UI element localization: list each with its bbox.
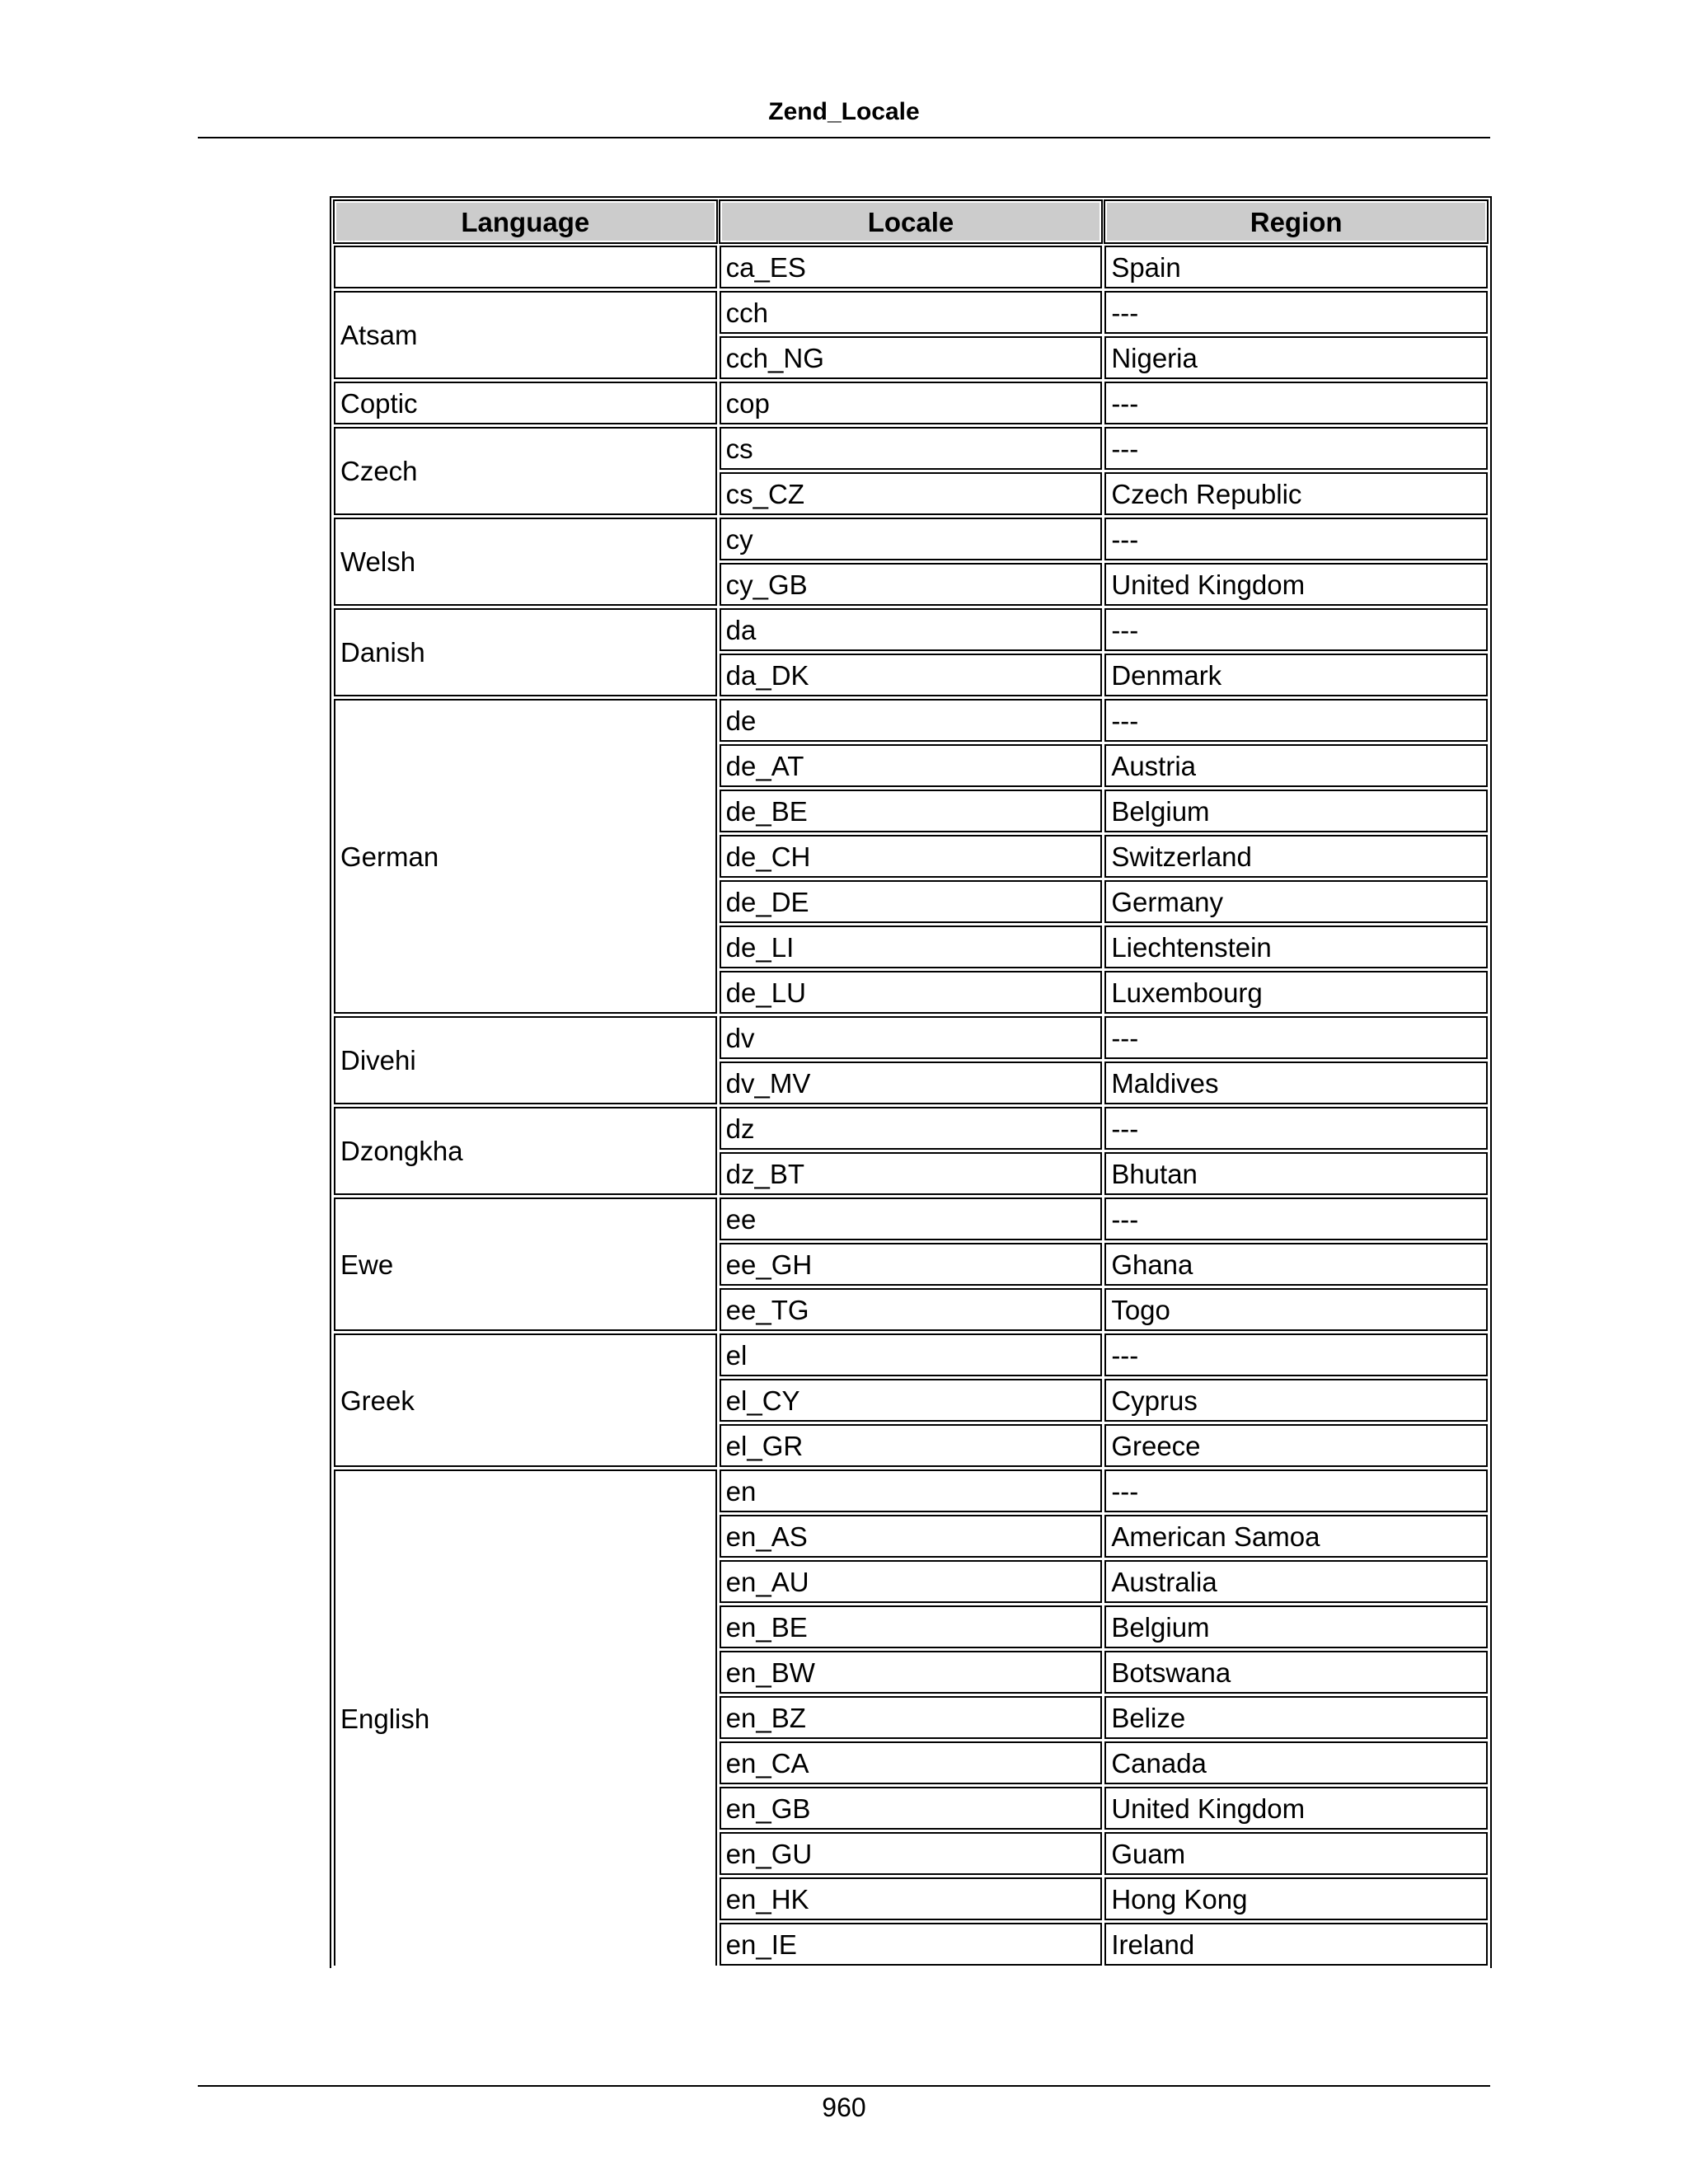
column-header-language: Language [334, 200, 717, 243]
locale-cell: en [720, 1469, 1103, 1512]
region-cell: Cyprus [1104, 1379, 1488, 1422]
locale-cell: en_BE [720, 1605, 1103, 1648]
locale-cell: de_LU [720, 971, 1103, 1014]
table-header [334, 200, 1488, 243]
region-cell: --- [1104, 1197, 1488, 1240]
locale-cell: de_DE [720, 880, 1103, 923]
language-cell: Welsh [334, 518, 717, 606]
table-row [334, 427, 1488, 470]
region-cell: Belgium [1104, 1605, 1488, 1648]
language-cell: Atsam [334, 291, 717, 379]
region-cell: --- [1104, 427, 1488, 470]
table-body [334, 246, 1488, 1966]
table-row [334, 1016, 1488, 1059]
locale-table [330, 196, 1492, 1968]
region-cell: --- [1104, 1016, 1488, 1059]
region-cell: Bhutan [1104, 1152, 1488, 1195]
region-cell: Germany [1104, 880, 1488, 923]
region-cell: United Kingdom [1104, 1787, 1488, 1830]
language-cell: Dzongkha [334, 1107, 717, 1195]
locale-cell: ee [720, 1197, 1103, 1240]
locale-cell: de_CH [720, 835, 1103, 878]
region-cell: Nigeria [1104, 336, 1488, 379]
column-header-region: Region [1104, 200, 1488, 243]
locale-cell: de_AT [720, 744, 1103, 787]
language-cell [334, 246, 717, 288]
region-cell: Australia [1104, 1560, 1488, 1603]
region-cell: Greece [1104, 1424, 1488, 1467]
region-cell: --- [1104, 1333, 1488, 1376]
region-cell: Ireland [1104, 1923, 1488, 1966]
region-cell: Ghana [1104, 1243, 1488, 1286]
region-cell: --- [1104, 699, 1488, 742]
locale-cell: da_DK [720, 654, 1103, 696]
locale-cell: da [720, 608, 1103, 651]
region-cell: Luxembourg [1104, 971, 1488, 1014]
table-row [334, 518, 1488, 560]
locale-cell: de_BE [720, 790, 1103, 832]
region-cell: Spain [1104, 246, 1488, 288]
footer-rule [198, 2085, 1490, 2087]
table-row [334, 291, 1488, 334]
table-header-row [334, 200, 1488, 243]
region-cell: Liechtenstein [1104, 926, 1488, 968]
locale-cell: en_AS [720, 1515, 1103, 1558]
region-cell: Czech Republic [1104, 472, 1488, 515]
locale-cell: el_CY [720, 1379, 1103, 1422]
region-cell: --- [1104, 518, 1488, 560]
region-cell: Austria [1104, 744, 1488, 787]
region-cell: American Samoa [1104, 1515, 1488, 1558]
locale-cell: ee_GH [720, 1243, 1103, 1286]
locale-cell: cs_CZ [720, 472, 1103, 515]
locale-cell: en_BW [720, 1651, 1103, 1694]
region-cell: Canada [1104, 1741, 1488, 1784]
region-cell: Botswana [1104, 1651, 1488, 1694]
locale-cell: cy [720, 518, 1103, 560]
region-cell: Maldives [1104, 1062, 1488, 1104]
language-cell: Greek [334, 1333, 717, 1467]
language-cell: Divehi [334, 1016, 717, 1104]
region-cell: --- [1104, 382, 1488, 424]
table-row [334, 608, 1488, 651]
table-row [334, 1333, 1488, 1376]
page-number: 960 [822, 2093, 866, 2122]
locale-cell: en_CA [720, 1741, 1103, 1784]
region-cell: Denmark [1104, 654, 1488, 696]
locale-cell: dv [720, 1016, 1103, 1059]
table-row [334, 1469, 1488, 1512]
locale-cell: el [720, 1333, 1103, 1376]
region-cell: Togo [1104, 1288, 1488, 1331]
language-cell: English [334, 1469, 717, 1966]
table-row [334, 1107, 1488, 1150]
locale-cell: en_AU [720, 1560, 1103, 1603]
column-header-locale: Locale [720, 200, 1103, 243]
language-cell: Czech [334, 427, 717, 515]
region-cell: --- [1104, 608, 1488, 651]
language-cell: German [334, 699, 717, 1014]
region-cell: --- [1104, 1107, 1488, 1150]
region-cell: United Kingdom [1104, 563, 1488, 606]
language-cell: Ewe [334, 1197, 717, 1331]
table-row [334, 382, 1488, 424]
locale-cell: en_BZ [720, 1696, 1103, 1739]
locale-cell: cop [720, 382, 1103, 424]
locale-cell: ee_TG [720, 1288, 1103, 1331]
locale-cell: dz_BT [720, 1152, 1103, 1195]
table-row [334, 246, 1488, 288]
locale-cell: el_GR [720, 1424, 1103, 1467]
locale-cell: de [720, 699, 1103, 742]
locale-cell: de_LI [720, 926, 1103, 968]
locale-cell: cch [720, 291, 1103, 334]
locale-cell: dv_MV [720, 1062, 1103, 1104]
region-cell: --- [1104, 1469, 1488, 1512]
region-cell: Belgium [1104, 790, 1488, 832]
region-cell: Guam [1104, 1832, 1488, 1875]
language-cell: Danish [334, 608, 717, 696]
language-cell: Coptic [334, 382, 717, 424]
locale-cell: en_GB [720, 1787, 1103, 1830]
locale-cell: en_IE [720, 1923, 1103, 1966]
locale-cell: cs [720, 427, 1103, 470]
locale-cell: dz [720, 1107, 1103, 1150]
locale-cell: en_HK [720, 1877, 1103, 1920]
page-header-title: Zend_Locale [768, 98, 920, 125]
locale-cell: en_GU [720, 1832, 1103, 1875]
table-row [334, 1197, 1488, 1240]
locale-cell: cch_NG [720, 336, 1103, 379]
locale-cell: cy_GB [720, 563, 1103, 606]
region-cell: Hong Kong [1104, 1877, 1488, 1920]
header-rule [198, 137, 1490, 138]
locale-cell: ca_ES [720, 246, 1103, 288]
table-row [334, 699, 1488, 742]
region-cell: --- [1104, 291, 1488, 334]
region-cell: Switzerland [1104, 835, 1488, 878]
region-cell: Belize [1104, 1696, 1488, 1739]
